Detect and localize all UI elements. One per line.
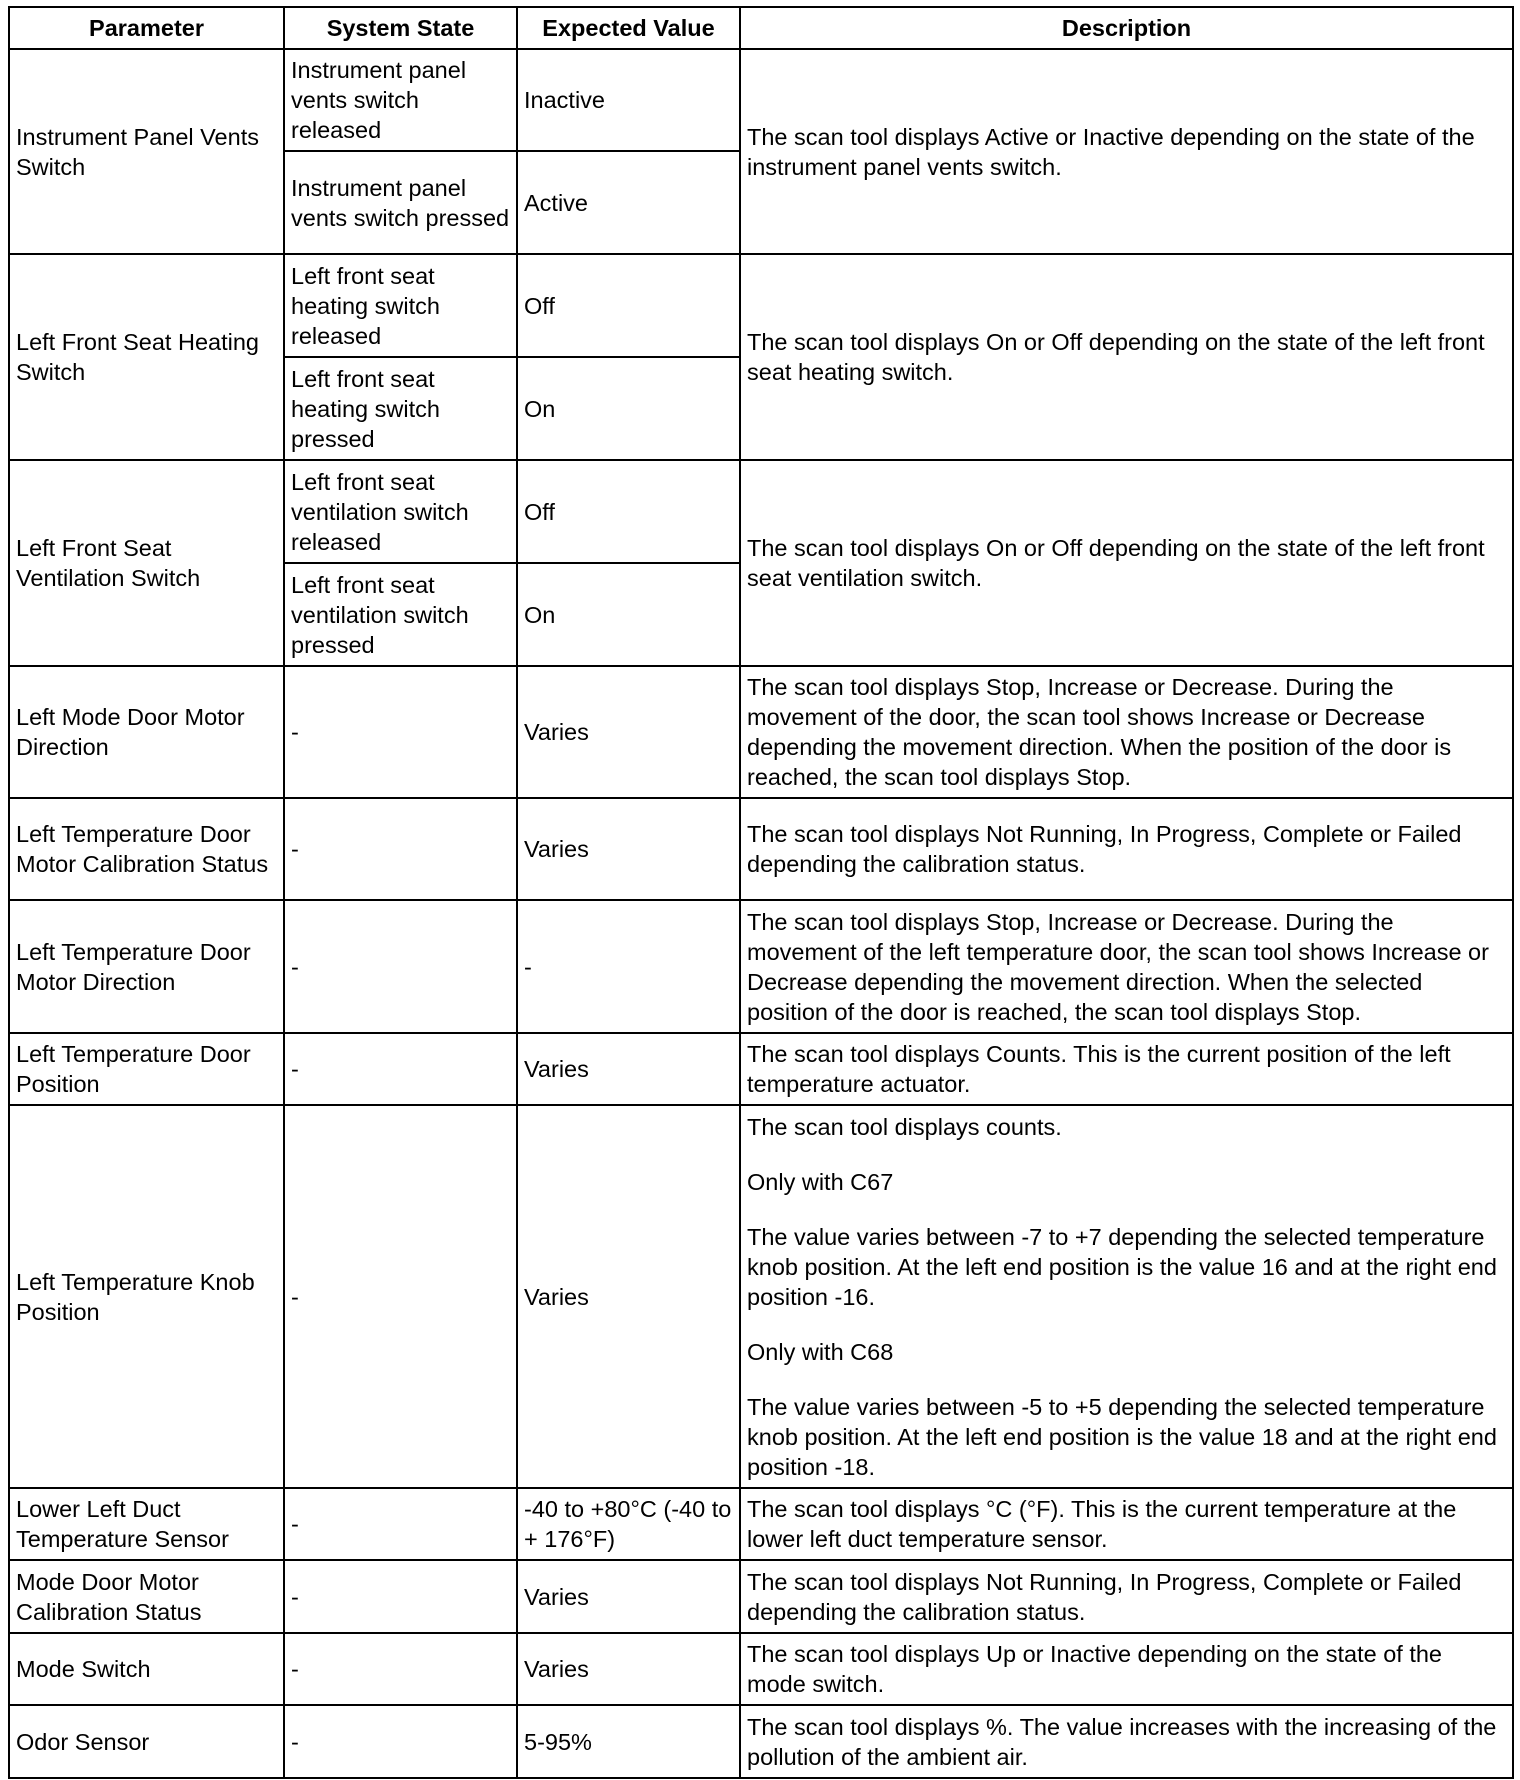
table-row — [9, 49, 1513, 151]
description-cell — [740, 798, 1513, 900]
expected-value-cell: 5-95% — [517, 1705, 740, 1778]
parameter-cell: Left Temperature Door Position — [9, 1033, 284, 1105]
system-state-cell: - — [284, 1705, 517, 1778]
system-state-cell: - — [284, 1488, 517, 1560]
description-text: The scan tool displays Active or Inactive depending on the state of the instrument panel vents switch. — [747, 123, 1475, 180]
description-cell — [740, 1033, 1513, 1105]
description-cell — [740, 49, 1513, 254]
description-text: The scan tool displays Stop, Increase or Decrease. During the movement of the left temperature door, the scan tool shows Increase or Decrease depending the movement direction. When the selected position of the door is reached, the scan tool displays Stop. — [747, 908, 1489, 1025]
header-expected-value: Expected Value — [517, 7, 740, 49]
system-state-cell: Left front seat heating switch released — [284, 254, 517, 357]
description-cell — [740, 900, 1513, 1033]
description-text: The scan tool displays Not Running, In Progress, Complete or Failed depending the calibration status. — [747, 821, 1462, 877]
parameter-cell: Left Temperature Knob Position — [9, 1105, 284, 1488]
description-cell — [740, 1488, 1513, 1560]
system-state-cell: - — [284, 666, 517, 798]
description-cell — [740, 1105, 1513, 1488]
description-text: The scan tool displays °C (°F). This is the current temperature at the lower left duct temperature sensor. — [747, 1496, 1457, 1552]
system-state-cell: Instrument panel vents switch pressed — [284, 151, 517, 254]
table-row — [9, 1105, 1513, 1488]
parameter-cell: Left Temperature Door Motor Direction — [9, 900, 284, 1033]
expected-value-cell: - — [517, 900, 740, 1033]
expected-value-cell: Varies — [517, 1633, 740, 1705]
description-text: The scan tool displays On or Off depending on the state of the left front seat heating switch. — [747, 329, 1485, 385]
expected-value-cell: Varies — [517, 1560, 740, 1633]
description-text: The scan tool displays Up or Inactive depending on the state of the mode switch. — [747, 1641, 1442, 1697]
header-system-state: System State — [284, 7, 517, 49]
description-text: The scan tool displays Counts. This is the current position of the left temperature actuator. — [747, 1041, 1451, 1097]
expected-value-cell: Off — [517, 254, 740, 357]
parameter-cell: Left Mode Door Motor Direction — [9, 666, 284, 798]
description-text: The scan tool displays %. The value increases with the increasing of the pollution of the ambient air. — [747, 1713, 1497, 1770]
table-row — [9, 798, 1513, 900]
description-text: The scan tool displays Stop, Increase or Decrease. During the movement of the door, the scan tool shows Increase or Decrease depending the movement direction. When the position of the door is reached, the scan tool displays Stop. — [747, 674, 1452, 790]
system-state-cell: - — [284, 1560, 517, 1633]
system-state-cell: Instrument panel vents switch released — [284, 49, 517, 151]
table-row — [9, 900, 1513, 1033]
description-text: The value varies between -7 to +7 depending the selected temperature knob position. At the left end position is the value 16 and at the right end position -16. — [747, 1223, 1497, 1310]
table-row — [9, 1633, 1513, 1705]
header-description: Description — [740, 7, 1513, 49]
expected-value-cell: Inactive — [517, 49, 740, 151]
description-cell — [740, 254, 1513, 460]
system-state-cell: - — [284, 900, 517, 1033]
header-row — [9, 7, 1513, 49]
table-row — [9, 254, 1513, 357]
parameter-cell: Instrument Panel Vents Switch — [9, 49, 284, 254]
table-row — [9, 1705, 1513, 1778]
system-state-cell: - — [284, 1633, 517, 1705]
description-cell — [740, 1705, 1513, 1778]
table-row — [9, 460, 1513, 563]
parameter-cell: Mode Door Motor Calibration Status — [9, 1560, 284, 1633]
description-text: The scan tool displays On or Off depending on the state of the left front seat ventilation switch. — [747, 535, 1485, 591]
description-text: The scan tool displays Not Running, In Progress, Complete or Failed depending the calibration status. — [747, 1568, 1462, 1625]
table-row — [9, 1488, 1513, 1560]
parameter-cell: Left Front Seat Heating Switch — [9, 254, 284, 460]
parameter-cell: Odor Sensor — [9, 1705, 284, 1778]
system-state-cell: - — [284, 1033, 517, 1105]
table-row — [9, 1560, 1513, 1633]
expected-value-cell: Varies — [517, 1033, 740, 1105]
expected-value-cell: Varies — [517, 666, 740, 798]
description-text: The value varies between -5 to +5 depending the selected temperature knob position. At the left end position is the value 18 and at the right end position -18. — [747, 1393, 1497, 1480]
parameter-table — [8, 6, 1514, 1779]
system-state-cell: Left front seat heating switch pressed — [284, 357, 517, 460]
description-text: The scan tool displays counts. — [747, 1113, 1062, 1140]
description-cell — [740, 1560, 1513, 1633]
system-state-cell: Left front seat ventilation switch pressed — [284, 563, 517, 666]
parameter-cell: Left Temperature Door Motor Calibration Status — [9, 798, 284, 900]
description-cell — [740, 1633, 1513, 1705]
header-parameter: Parameter — [9, 7, 284, 49]
parameter-cell: Lower Left Duct Temperature Sensor — [9, 1488, 284, 1560]
parameter-cell: Mode Switch — [9, 1633, 284, 1705]
table-row — [9, 1033, 1513, 1105]
system-state-cell: Left front seat ventilation switch released — [284, 460, 517, 563]
description-cell — [740, 666, 1513, 798]
description-text: Only with C68 — [747, 1338, 894, 1365]
description-cell — [740, 460, 1513, 666]
expected-value-cell: Varies — [517, 1105, 740, 1488]
expected-value-cell: Off — [517, 460, 740, 563]
table-row — [9, 666, 1513, 798]
expected-value-cell: Active — [517, 151, 740, 254]
description-text: Only with C67 — [747, 1168, 894, 1195]
system-state-cell: - — [284, 1105, 517, 1488]
expected-value-cell: Varies — [517, 798, 740, 900]
expected-value-cell: On — [517, 357, 740, 460]
system-state-cell: - — [284, 798, 517, 900]
expected-value-cell: -40 to +80°C (-40 to + 176°F) — [517, 1488, 740, 1560]
expected-value-cell: On — [517, 563, 740, 666]
parameter-cell: Left Front Seat Ventilation Switch — [9, 460, 284, 666]
